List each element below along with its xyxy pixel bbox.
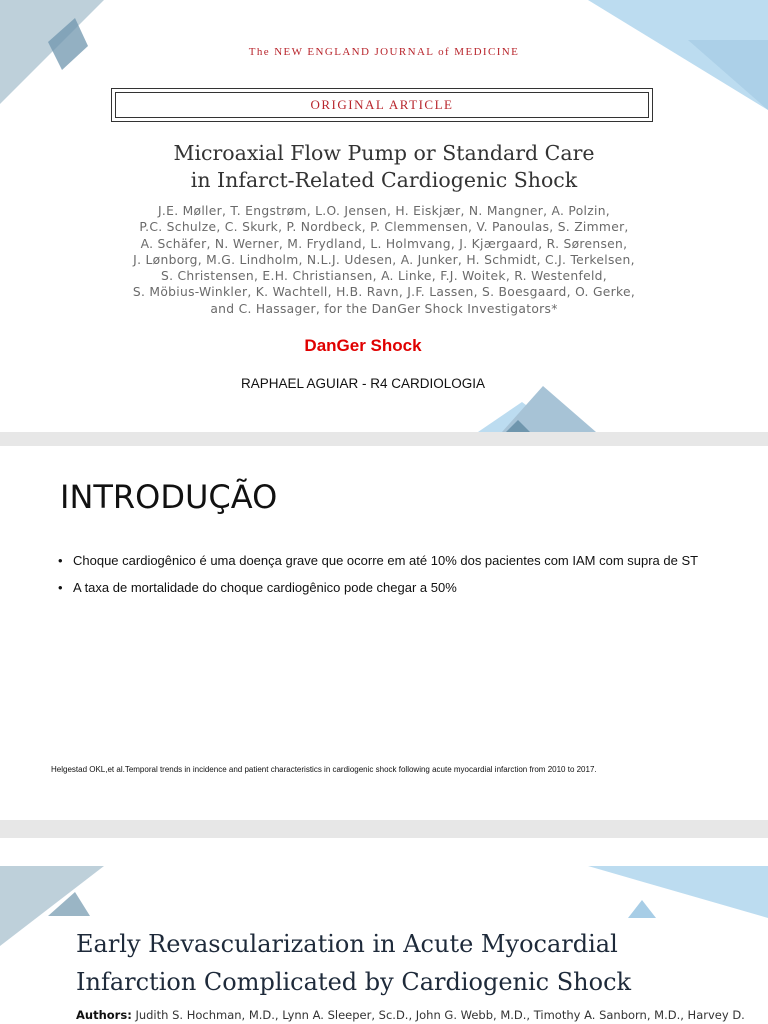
decorative-triangles-top-right <box>588 866 768 918</box>
paper-title-line: in Infarct-Related Cardiogenic Shock <box>190 168 578 192</box>
bullet-text: Choque cardiogênico é uma doença grave que ocorre em até 10% dos pacientes com IAM com supra de ST <box>73 553 699 568</box>
title-slide <box>0 0 768 432</box>
paper-title-line: Microaxial Flow Pump or Standard Care <box>173 141 595 165</box>
bullet-item <box>58 552 718 569</box>
bullet-icon: • <box>58 553 63 568</box>
introduction-slide <box>0 446 768 820</box>
paper-slide <box>0 838 768 1024</box>
author-line: P.C. Schulze, C. Skurk, P. Nordbeck, P. Clemmensen, V. Panoulas, S. Zimmer, <box>139 220 629 235</box>
bullet-icon: • <box>58 580 63 595</box>
section-title: INTRODUÇÃO <box>60 478 278 516</box>
trial-name: DanGer Shock <box>304 336 422 355</box>
author-list <box>76 1008 745 1022</box>
paper-title-line: Infarction Complicated by Cardiogenic Shock <box>76 968 632 996</box>
paper-title-line: Early Revascularization in Acute Myocardial <box>76 930 618 958</box>
author-line: J.E. Møller, T. Engstrøm, L.O. Jensen, H. Eiskjær, N. Mangner, A. Polzin, <box>157 204 611 218</box>
author-list <box>0 203 768 317</box>
author-line: S. Möbius-Winkler, K. Wachtell, H.B. Ravn, J.F. Lassen, S. Boesgaard, O. Gerke, <box>132 285 636 300</box>
bullet-list <box>58 552 718 606</box>
bullet-text: A taxa de mortalidade do choque cardiogênico pode chegar a 50% <box>73 580 457 595</box>
author-line: S. Christensen, E.H. Christiansen, A. Linke, F.J. Woitek, R. Westenfeld, <box>160 269 607 284</box>
authors-text: Judith S. Hochman, M.D., Lynn A. Sleeper, Sc.D., John G. Webb, M.D., Timothy A. Sanborn, M.D., Harvey D. <box>131 1008 745 1022</box>
article-type-label: ORIGINAL ARTICLE <box>115 92 649 118</box>
authors-label: Authors: <box>76 1008 132 1022</box>
paper-title <box>76 925 631 1001</box>
author-line: J. Lønborg, M.G. Lindholm, N.L.J. Udesen, A. Junker, H. Schmidt, C.J. Terkelsen, <box>133 252 635 267</box>
presenter-name: RAPHAEL AGUIAR - R4 CARDIOLOGIA <box>240 376 486 391</box>
bullet-item <box>58 579 718 596</box>
journal-header: The NEW ENGLAND JOURNAL of MEDICINE <box>248 46 520 58</box>
reference-citation: Helgestad OKL,et al.Temporal trends in incidence and patient characteristics in cardiogenic shock following acute myocardial infarction from 2010 to 2017. <box>51 765 597 774</box>
article-type-box <box>111 88 653 122</box>
author-line: A. Schäfer, N. Werner, M. Frydland, L. Holmvang, J. Kjærgaard, R. Sørensen, <box>140 236 628 251</box>
author-line: and C. Hassager, for the DanGer Shock Investigators* <box>210 301 558 316</box>
paper-title <box>0 140 768 194</box>
